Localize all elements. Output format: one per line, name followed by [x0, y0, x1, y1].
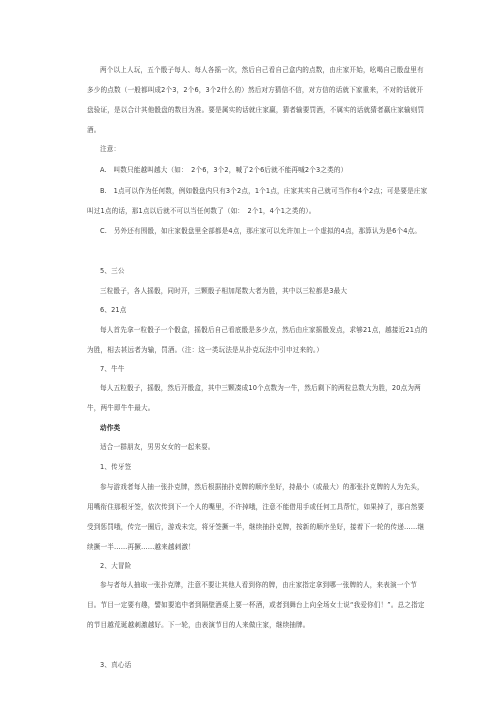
note-title: 注意：	[100, 145, 121, 153]
paragraph-5: 三粒骰子，各人摇骰，同时开，三颗骰子相加尾数大者为胜，其中以三粒都是3最大	[100, 287, 348, 295]
note-a: A. 叫数只能越叫越大（如： 2个6，3个2，喊了2个6后就不能再喊2个3之类的）	[100, 166, 348, 174]
paragraph-action-2: 参与者每人抽取一张扑克牌，注意不要让其他人看到你的牌，由庄家指定拿到哪一张牌的人，来表演一个节目。节目一定要有趣，譬如要追中者到隔壁酒桌上要一杯酒，或者到舞台上向全场女士说“我爱你们！”。总之指定的节目越荒诞越刺激越好。下一轮，由表演节目的人来做庄家，继续抽牌。	[87, 581, 425, 629]
section-title: 动作类	[100, 424, 121, 432]
note-c: C. 另外还有围骰，如庄家骰盘里全部都是4点，那庄家可以允许加上一个虚拟的4点，那算认为是6个4点。	[100, 227, 422, 235]
note-b: B. 1点可以作为任何数，例如骰盘内只有3个2点，1个1点，庄家其实自己就可当作有4个2点；可是要是庄家叫过1点的话，那1点以后就不可以当任何数了（如： 2个1，4个1之类的）。	[87, 187, 428, 215]
heading-7: 7、牛牛	[100, 365, 125, 373]
paragraph-6: 每人首先拿一粒骰子一个骰盒，摇骰后自己看底骰是多少点，然后由庄家摇骰发点，求够21点，越接近21点的为胜，相去甚远者为输，罚酒。（注：这一类玩法是从扑克玩法中引申过来的。）	[87, 326, 428, 354]
heading-6: 6、21点	[100, 306, 127, 314]
paragraph-7: 每人五粒骰子，摇骰，然后开骰盒，其中三颗凑成10个点数为一牛，然后剩下的两粒总数大为胜，20点为两牛，两牛即牛牛最大。	[87, 384, 421, 412]
heading-5: 5、三公	[100, 267, 125, 275]
paragraph-action-1: 参与游戏者每人抽一张扑克牌，然后根据抽扑克牌的顺序坐好，持最小（或最大）的那张扑克牌的人为先头，用嘴衔住那根牙签，依次传到下一个人的嘴里，不许掉哦，注意不能借用手或任何工具帮忙，如果掉了，那自然要受到惩罚哦，传完一圈后，游戏未完，将牙签撅一半，继续抽扑克牌，按新的顺序坐好，接着下一轮的传递……继续撅一半……再撅……越来越刺激！	[87, 483, 425, 551]
heading-action-3: 3、真心话	[100, 661, 132, 669]
heading-action-1: 1、传牙签	[100, 463, 132, 471]
paragraph-dice-rules: 两个以上人玩，五个骰子每人、每人各摇一次，然后自己看自己盒内的点数，由庄家开始，吆喝自己骰盘里有多少的点数（一般都叫成2个3，2个6，3个2什么的）然后对方猜信不信，对方信的话就下家重来，不对的话就开盘验证，是以合计其他骰盘的数目为准。要是属实的话就庄家赢，猜者输要罚酒，不属实的话就猜者赢庄家输则罚酒。	[87, 66, 425, 134]
section-intro: 适合一群朋友，男男女女的一起来耍。	[100, 443, 215, 451]
heading-action-2: 2、大冒险	[100, 562, 132, 570]
